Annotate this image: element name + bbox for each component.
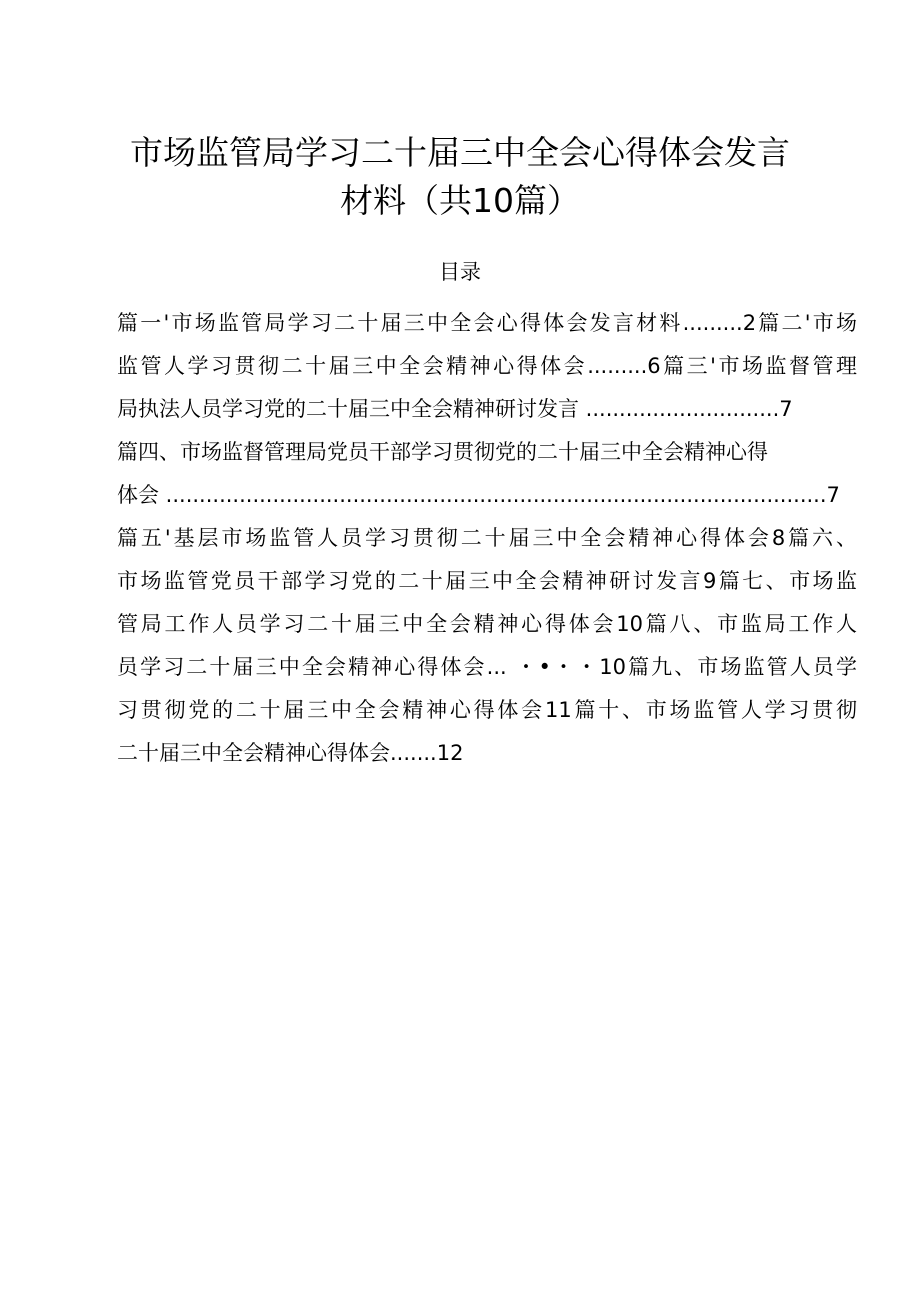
toc-line: 监管人学习贯彻二十届三中全会精神心得体会.........6篇三'市场监督管理 (117, 354, 857, 378)
toc-line: 篇五'基层市场监管人员学习贯彻二十届三中全会精神心得体会8篇六、 (117, 526, 857, 550)
document-title-line-1: 市场监管局学习二十届三中全会心得体会发言 (130, 133, 790, 172)
toc-line: 市场监管党员干部学习党的二十届三中全会精神研讨发言9篇七、市场监 (117, 569, 857, 593)
toc-line: 体会 ...................................................................................................7 (117, 483, 840, 507)
toc-heading: 目录 (439, 260, 481, 284)
toc-line: 局执法人员学习党的二十届三中全会精神研讨发言 .............................7 (117, 397, 793, 421)
toc-line: 管局工作人员学习二十届三中全会精神心得体会10篇八、市监局工作人 (117, 612, 857, 636)
toc-line: 员学习二十届三中全会精神心得体会... ・•・・10篇九、市场监管人员学 (117, 655, 857, 679)
toc-line: 篇一'市场监管局学习二十届三中全会心得体会发言材料.........2篇二'市场 (117, 311, 857, 335)
toc-line: 二十届三中全会精神心得体会.......12 (117, 741, 464, 765)
document-title-line-2: 材料（共10篇） (340, 181, 580, 220)
toc-line: 习贯彻党的二十届三中全会精神心得体会11篇十、市场监管人学习贯彻 (117, 698, 857, 722)
toc-line: 篇四、市场监督管理局党员干部学习贯彻党的二十届三中全会精神心得 (117, 440, 768, 464)
